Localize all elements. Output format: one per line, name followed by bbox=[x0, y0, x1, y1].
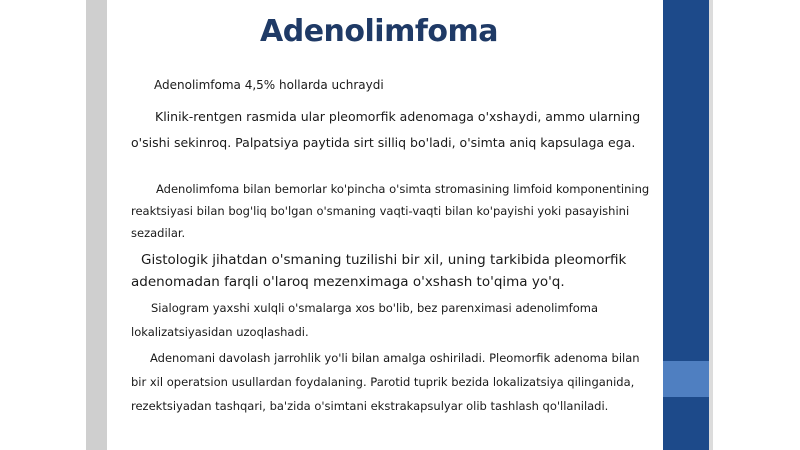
paragraph-sialogram: Sialogram yaxshi xulqli o'smalarga xos bo'lib, bez parenximasi adenolimfoma lokalizatsiyasidan uzoqlashadi. bbox=[131, 301, 598, 339]
left-border-bar bbox=[86, 0, 107, 450]
paragraph-histology: Gistologik jihatdan o'smaning tuzilishi bir xil, uning tarkibida pleomorfik adenomadan farqli o'laroq mezenximaga o'xshash to'qima yo'q. bbox=[131, 252, 627, 290]
paragraph-prevalence: Adenolimfoma 4,5% hollarda uchraydi bbox=[154, 78, 384, 92]
paragraph-clinical: Klinik-rentgen rasmida ular pleomorfik adenomaga o'xshaydi, ammo ularning o'sishi sekinroq. Palpatsiya paytida sirt silliq bo'ladi, o'simta aniq kapsulaga ega. bbox=[131, 109, 641, 150]
paragraph-treatment: Adenomani davolash jarrohlik yo'li bilan amalga oshiriladi. Pleomorfik adenoma bilan bir xil operatsion usullardan foydalaning. Parotid tuprik bezida lokalizatsiya qilinganida, rezektsiyadan tashqari, ba'zida o'simtani ekstrakapsulyar olib tashlash qo'llaniladi. bbox=[131, 351, 640, 413]
right-decor-accent bbox=[663, 361, 709, 397]
paragraph-symptoms: Adenolimfoma bilan bemorlar ko'pincha o'simta stromasining limfoid komponentining reaktsiyasi bilan bog'liq bo'lgan o'smaning vaqti-vaqti bilan ko'payishi yoki pasayishini sezadilar. bbox=[131, 182, 650, 240]
slide-title: Adenolimfoma bbox=[260, 14, 498, 49]
right-edge-strip bbox=[709, 0, 713, 450]
